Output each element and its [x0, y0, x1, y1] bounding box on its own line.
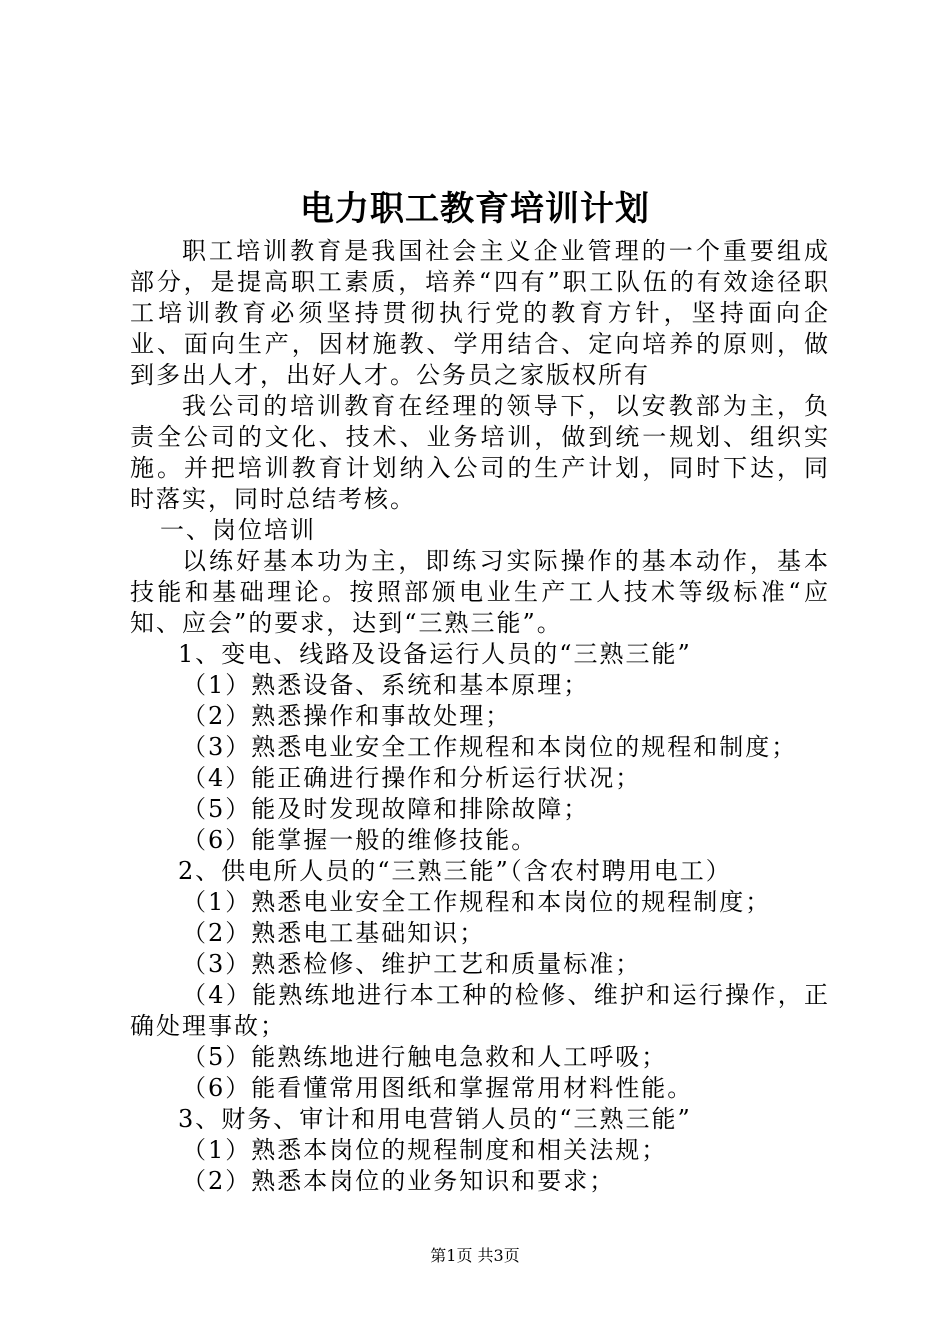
list-item: （6）能看懂常用图纸和掌握常用材料性能。: [182, 1074, 694, 1102]
subsection-heading-power-station: 2、供电所人员的“三熟三能”（含农村聘用电工）: [178, 857, 732, 885]
list-item: （4）能正确进行操作和分析运行状况；: [182, 764, 642, 792]
paragraph-management: 我公司的培训教育在经理的领导下，以安教部为主，负责全公司的文化、技术、业务培训，做到统一规划、组织实施。并把培训教育计划纳入公司的生产计划，同时下达，同时落实，同时总结考核。: [130, 392, 830, 513]
document-body: [130, 236, 830, 1197]
list-item: （1）熟悉本岗位的规程制度和相关法规；: [182, 1136, 668, 1164]
paragraph-basic-skills: 以练好基本功为主，即练习实际操作的基本动作，基本技能和基础理论。按照部颁电业生产工人技术等级标准“应知、应会”的要求，达到“三熟三能”。: [130, 547, 830, 637]
paragraph-intro: 职工培训教育是我国社会主义企业管理的一个重要组成部分，是提高职工素质，培养“四有”职工队伍的有效途径职工培训教育必须坚持贯彻执行党的教育方针，坚持面向企业、面向生产，因材施教、学用结合、定向培养的原则，做到多出人才，出好人才。公务员之家版权所有: [130, 237, 830, 389]
list-item: （4）能熟练地进行本工种的检修、维护和运行操作，正确处理事故；: [130, 981, 830, 1040]
subsection-heading-operators: 1、变电、线路及设备运行人员的“三熟三能”: [178, 640, 692, 668]
subsection-heading-finance: 3、财务、审计和用电营销人员的“三熟三能”: [178, 1105, 692, 1133]
list-item: （1）熟悉设备、系统和基本原理；: [182, 671, 590, 699]
list-item: （3）熟悉电业安全工作规程和本岗位的规程和制度；: [182, 733, 798, 761]
list-item: （6）能掌握一般的维修技能。: [182, 826, 538, 854]
list-item: （2）熟悉本岗位的业务知识和要求；: [182, 1167, 616, 1195]
section-heading-post-training: 一、岗位培训: [160, 516, 316, 544]
document-title: 电力职工教育培训计划: [300, 189, 650, 229]
list-item: （5）能及时发现故障和排除故障；: [182, 795, 590, 823]
list-item: （2）熟悉电工基础知识；: [182, 919, 486, 947]
list-item: （2）熟悉操作和事故处理；: [182, 702, 512, 730]
list-item: （5）能熟练地进行触电急救和人工呼吸；: [182, 1043, 668, 1071]
page-number-footer: 第1页 共3页: [430, 1246, 520, 1265]
list-item: （1）熟悉电业安全工作规程和本岗位的规程制度；: [182, 888, 772, 916]
list-item: （3）熟悉检修、维护工艺和质量标准；: [182, 950, 642, 978]
